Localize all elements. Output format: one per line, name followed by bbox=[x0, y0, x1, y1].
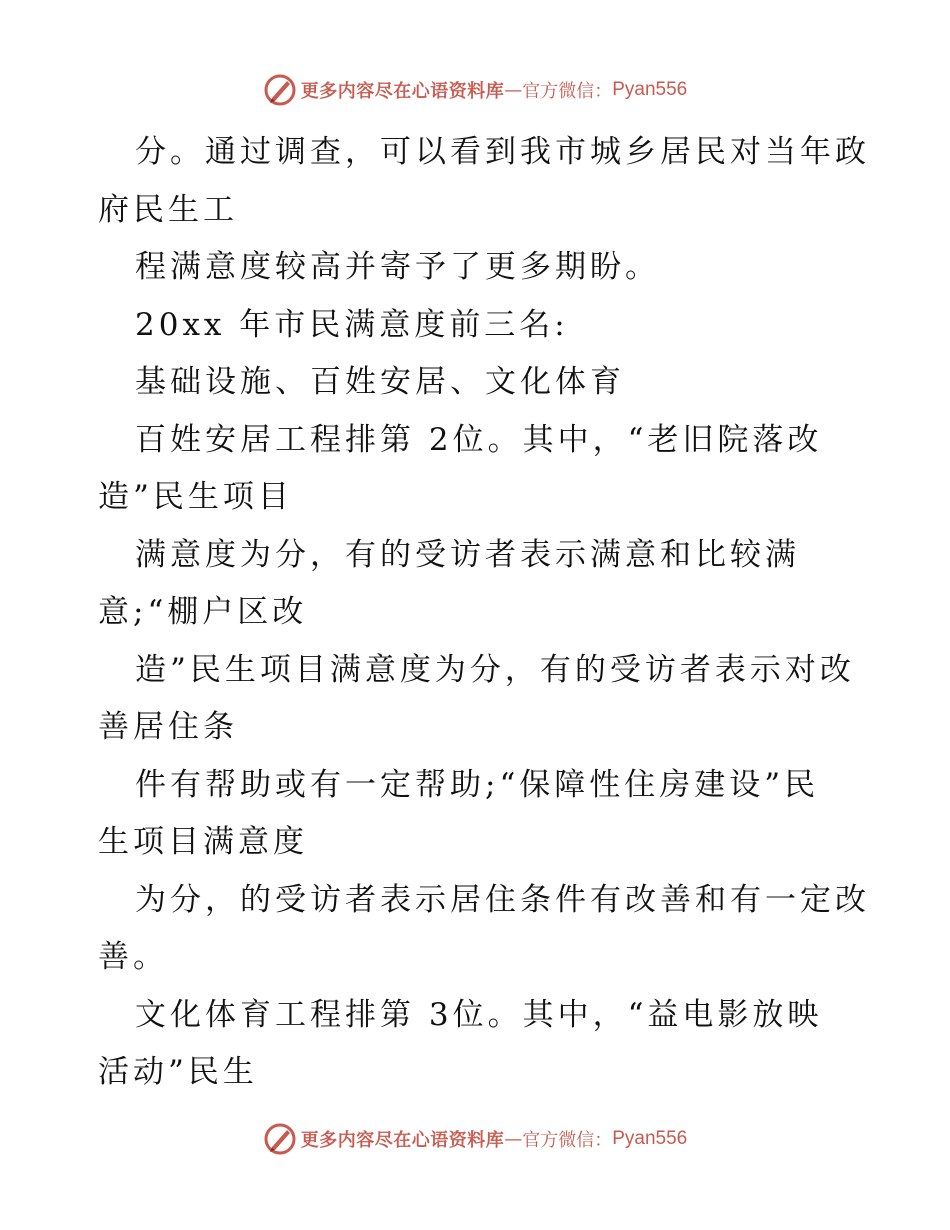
header-site-text: 更多内容尽在心语资料库 bbox=[300, 81, 505, 102]
footer-watermark bbox=[0, 1119, 950, 1159]
pen-logo-icon bbox=[263, 1122, 297, 1156]
body-line: 文化体育工程排第 3位。其中，“益电影放映 bbox=[135, 996, 823, 1033]
body-line: 造”民生项目 bbox=[98, 479, 293, 515]
body-line: 件有帮助或有一定帮助;“保障性住房建设”民 bbox=[135, 766, 820, 803]
body-line: 善居住条 bbox=[98, 709, 238, 745]
document-body bbox=[98, 124, 878, 1102]
body-line: 府民生工 bbox=[98, 191, 238, 228]
pen-logo-icon bbox=[263, 73, 297, 107]
body-line: 分。通过调查，可以看到我市城乡居民对当年政 bbox=[135, 134, 870, 170]
body-line: 意;“棚户区改 bbox=[98, 594, 308, 630]
body-line: 善。 bbox=[98, 939, 168, 975]
header-dash: — bbox=[504, 79, 523, 101]
body-line: 造”民生项目满意度为分，有的受访者表示对改 bbox=[135, 651, 855, 688]
header-wechat-label: 官方微信： bbox=[522, 81, 613, 102]
footer-wechat-label: 官方微信： bbox=[522, 1130, 613, 1151]
footer-site-text: 更多内容尽在心语资料库 bbox=[300, 1130, 505, 1151]
footer-wechat-id: Pyan556 bbox=[612, 1128, 688, 1149]
body-line: 生项目满意度 bbox=[98, 824, 308, 860]
body-line: 为分，的受访者表示居住条件有改善和有一定改 bbox=[135, 881, 870, 918]
header-wechat-id: Pyan556 bbox=[612, 79, 688, 100]
body-line: 满意度为分，有的受访者表示满意和比较满 bbox=[135, 536, 800, 573]
body-line: 20xx 年市民满意度前三名: bbox=[135, 306, 569, 343]
body-line: 百姓安居工程排第 2位。其中，“老旧院落改 bbox=[135, 421, 823, 458]
body-line: 活动”民生 bbox=[98, 1054, 258, 1090]
footer-dash: — bbox=[504, 1128, 523, 1150]
header-watermark bbox=[0, 70, 950, 110]
body-line: 基础设施、百姓安居、文化体育 bbox=[135, 364, 625, 400]
body-line: 程满意度较高并寄予了更多期盼。 bbox=[135, 249, 660, 285]
